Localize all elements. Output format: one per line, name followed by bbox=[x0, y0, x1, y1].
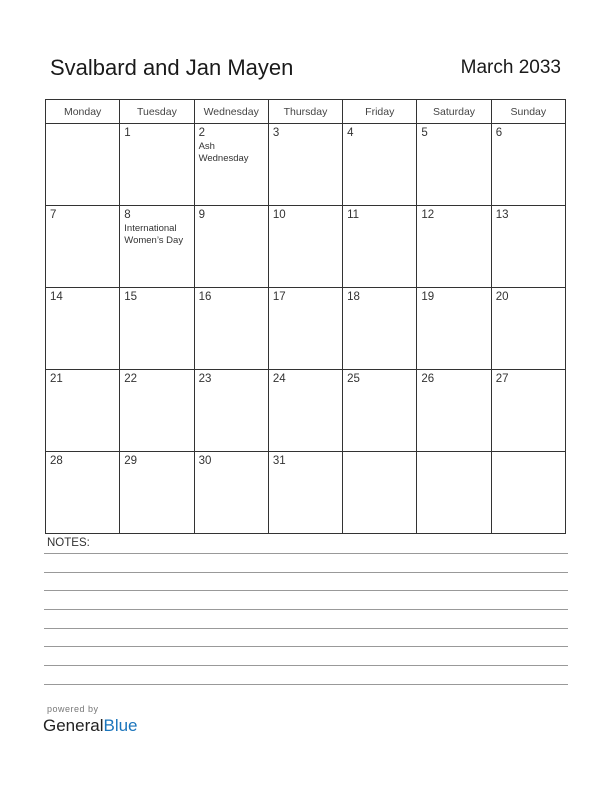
day-number: 13 bbox=[495, 209, 509, 221]
day-cell[interactable] bbox=[343, 124, 417, 206]
day-number: 30 bbox=[198, 455, 212, 467]
day-number: 18 bbox=[347, 291, 360, 303]
day-number: 15 bbox=[124, 291, 138, 303]
week-row bbox=[46, 124, 566, 206]
weekday-header: Saturday bbox=[417, 100, 491, 124]
notes-line bbox=[44, 553, 568, 554]
notes-line bbox=[44, 684, 568, 685]
day-cell[interactable] bbox=[343, 206, 417, 288]
day-number: 31 bbox=[272, 455, 286, 467]
day-cell[interactable] bbox=[46, 206, 120, 288]
day-cell[interactable] bbox=[194, 370, 268, 452]
generalblue-logo[interactable] bbox=[43, 716, 138, 736]
notes-line bbox=[44, 628, 568, 629]
month-year-label: March 2033 bbox=[460, 57, 561, 78]
weekday-header: Monday bbox=[46, 100, 120, 124]
day-number: 1 bbox=[124, 127, 131, 139]
weekday-header: Tuesday bbox=[120, 100, 194, 124]
week-row bbox=[46, 370, 566, 452]
weekday-header: Thursday bbox=[268, 100, 342, 124]
day-cell[interactable] bbox=[120, 370, 194, 452]
day-cell[interactable] bbox=[194, 206, 268, 288]
day-number: 25 bbox=[347, 373, 360, 385]
calendar-grid bbox=[45, 99, 566, 534]
day-cell[interactable] bbox=[268, 206, 342, 288]
brand-blue: Blue bbox=[103, 716, 138, 735]
day-cell[interactable] bbox=[46, 288, 120, 370]
day-cell[interactable] bbox=[268, 288, 342, 370]
notes-label: NOTES: bbox=[47, 537, 90, 549]
day-cell[interactable] bbox=[120, 206, 194, 288]
day-cell[interactable] bbox=[417, 206, 491, 288]
weekday-header: Friday bbox=[343, 100, 417, 124]
day-cell[interactable] bbox=[491, 206, 565, 288]
day-cell[interactable] bbox=[491, 288, 565, 370]
day-cell[interactable] bbox=[343, 288, 417, 370]
day-cell[interactable] bbox=[491, 452, 565, 534]
day-cell[interactable] bbox=[417, 124, 491, 206]
day-number: 23 bbox=[198, 373, 212, 385]
day-number: 8 bbox=[124, 209, 131, 221]
day-cell[interactable] bbox=[120, 452, 194, 534]
notes-line bbox=[44, 590, 568, 591]
notes-line bbox=[44, 646, 568, 647]
holiday-label: Ash Wednesday bbox=[198, 141, 249, 164]
day-cell[interactable] bbox=[120, 288, 194, 370]
day-number: 2 bbox=[198, 127, 205, 139]
day-number: 7 bbox=[50, 209, 57, 221]
day-number: 16 bbox=[198, 291, 212, 303]
holiday-label: International Women’s Day bbox=[124, 223, 184, 246]
day-number: 11 bbox=[347, 209, 360, 221]
day-number: 22 bbox=[124, 373, 138, 385]
day-number: 3 bbox=[272, 127, 280, 139]
week-row bbox=[46, 288, 566, 370]
weekday-header: Wednesday bbox=[194, 100, 268, 124]
day-number: 19 bbox=[421, 291, 435, 303]
brand-general: General bbox=[43, 716, 104, 735]
day-cell[interactable] bbox=[268, 124, 342, 206]
day-number: 4 bbox=[347, 127, 354, 139]
day-number: 10 bbox=[272, 209, 286, 221]
day-cell[interactable] bbox=[268, 370, 342, 452]
day-cell[interactable] bbox=[343, 452, 417, 534]
day-cell[interactable] bbox=[46, 452, 120, 534]
notes-line bbox=[44, 665, 568, 666]
week-row bbox=[46, 206, 566, 288]
day-cell[interactable] bbox=[120, 124, 194, 206]
day-number: 26 bbox=[421, 373, 435, 385]
day-cell[interactable] bbox=[417, 288, 491, 370]
day-number: 28 bbox=[50, 455, 63, 467]
day-cell[interactable] bbox=[417, 370, 491, 452]
day-cell[interactable] bbox=[46, 370, 120, 452]
calendar-title: Svalbard and Jan Mayen bbox=[50, 55, 294, 80]
day-number: 6 bbox=[495, 127, 503, 139]
weekday-header-row bbox=[46, 100, 566, 124]
weekday-header: Sunday bbox=[491, 100, 565, 124]
notes-line bbox=[44, 609, 568, 610]
day-number: 24 bbox=[272, 373, 286, 385]
day-number: 9 bbox=[198, 209, 205, 221]
day-cell[interactable] bbox=[417, 452, 491, 534]
powered-by-text: powered by bbox=[47, 704, 99, 714]
day-number: 21 bbox=[50, 373, 63, 385]
day-cell[interactable] bbox=[194, 124, 268, 206]
day-number: 12 bbox=[421, 209, 435, 221]
day-cell[interactable] bbox=[343, 370, 417, 452]
day-cell[interactable] bbox=[491, 370, 565, 452]
day-number: 20 bbox=[495, 291, 509, 303]
day-number: 17 bbox=[272, 291, 286, 303]
day-number: 5 bbox=[421, 127, 428, 139]
day-cell[interactable] bbox=[46, 124, 120, 206]
day-number: 27 bbox=[495, 373, 509, 385]
week-row bbox=[46, 452, 566, 534]
day-cell[interactable] bbox=[194, 452, 268, 534]
day-number: 14 bbox=[50, 291, 63, 303]
day-cell[interactable] bbox=[268, 452, 342, 534]
day-cell[interactable] bbox=[194, 288, 268, 370]
notes-line bbox=[44, 572, 568, 573]
day-cell[interactable] bbox=[491, 124, 565, 206]
day-number: 29 bbox=[124, 455, 138, 467]
